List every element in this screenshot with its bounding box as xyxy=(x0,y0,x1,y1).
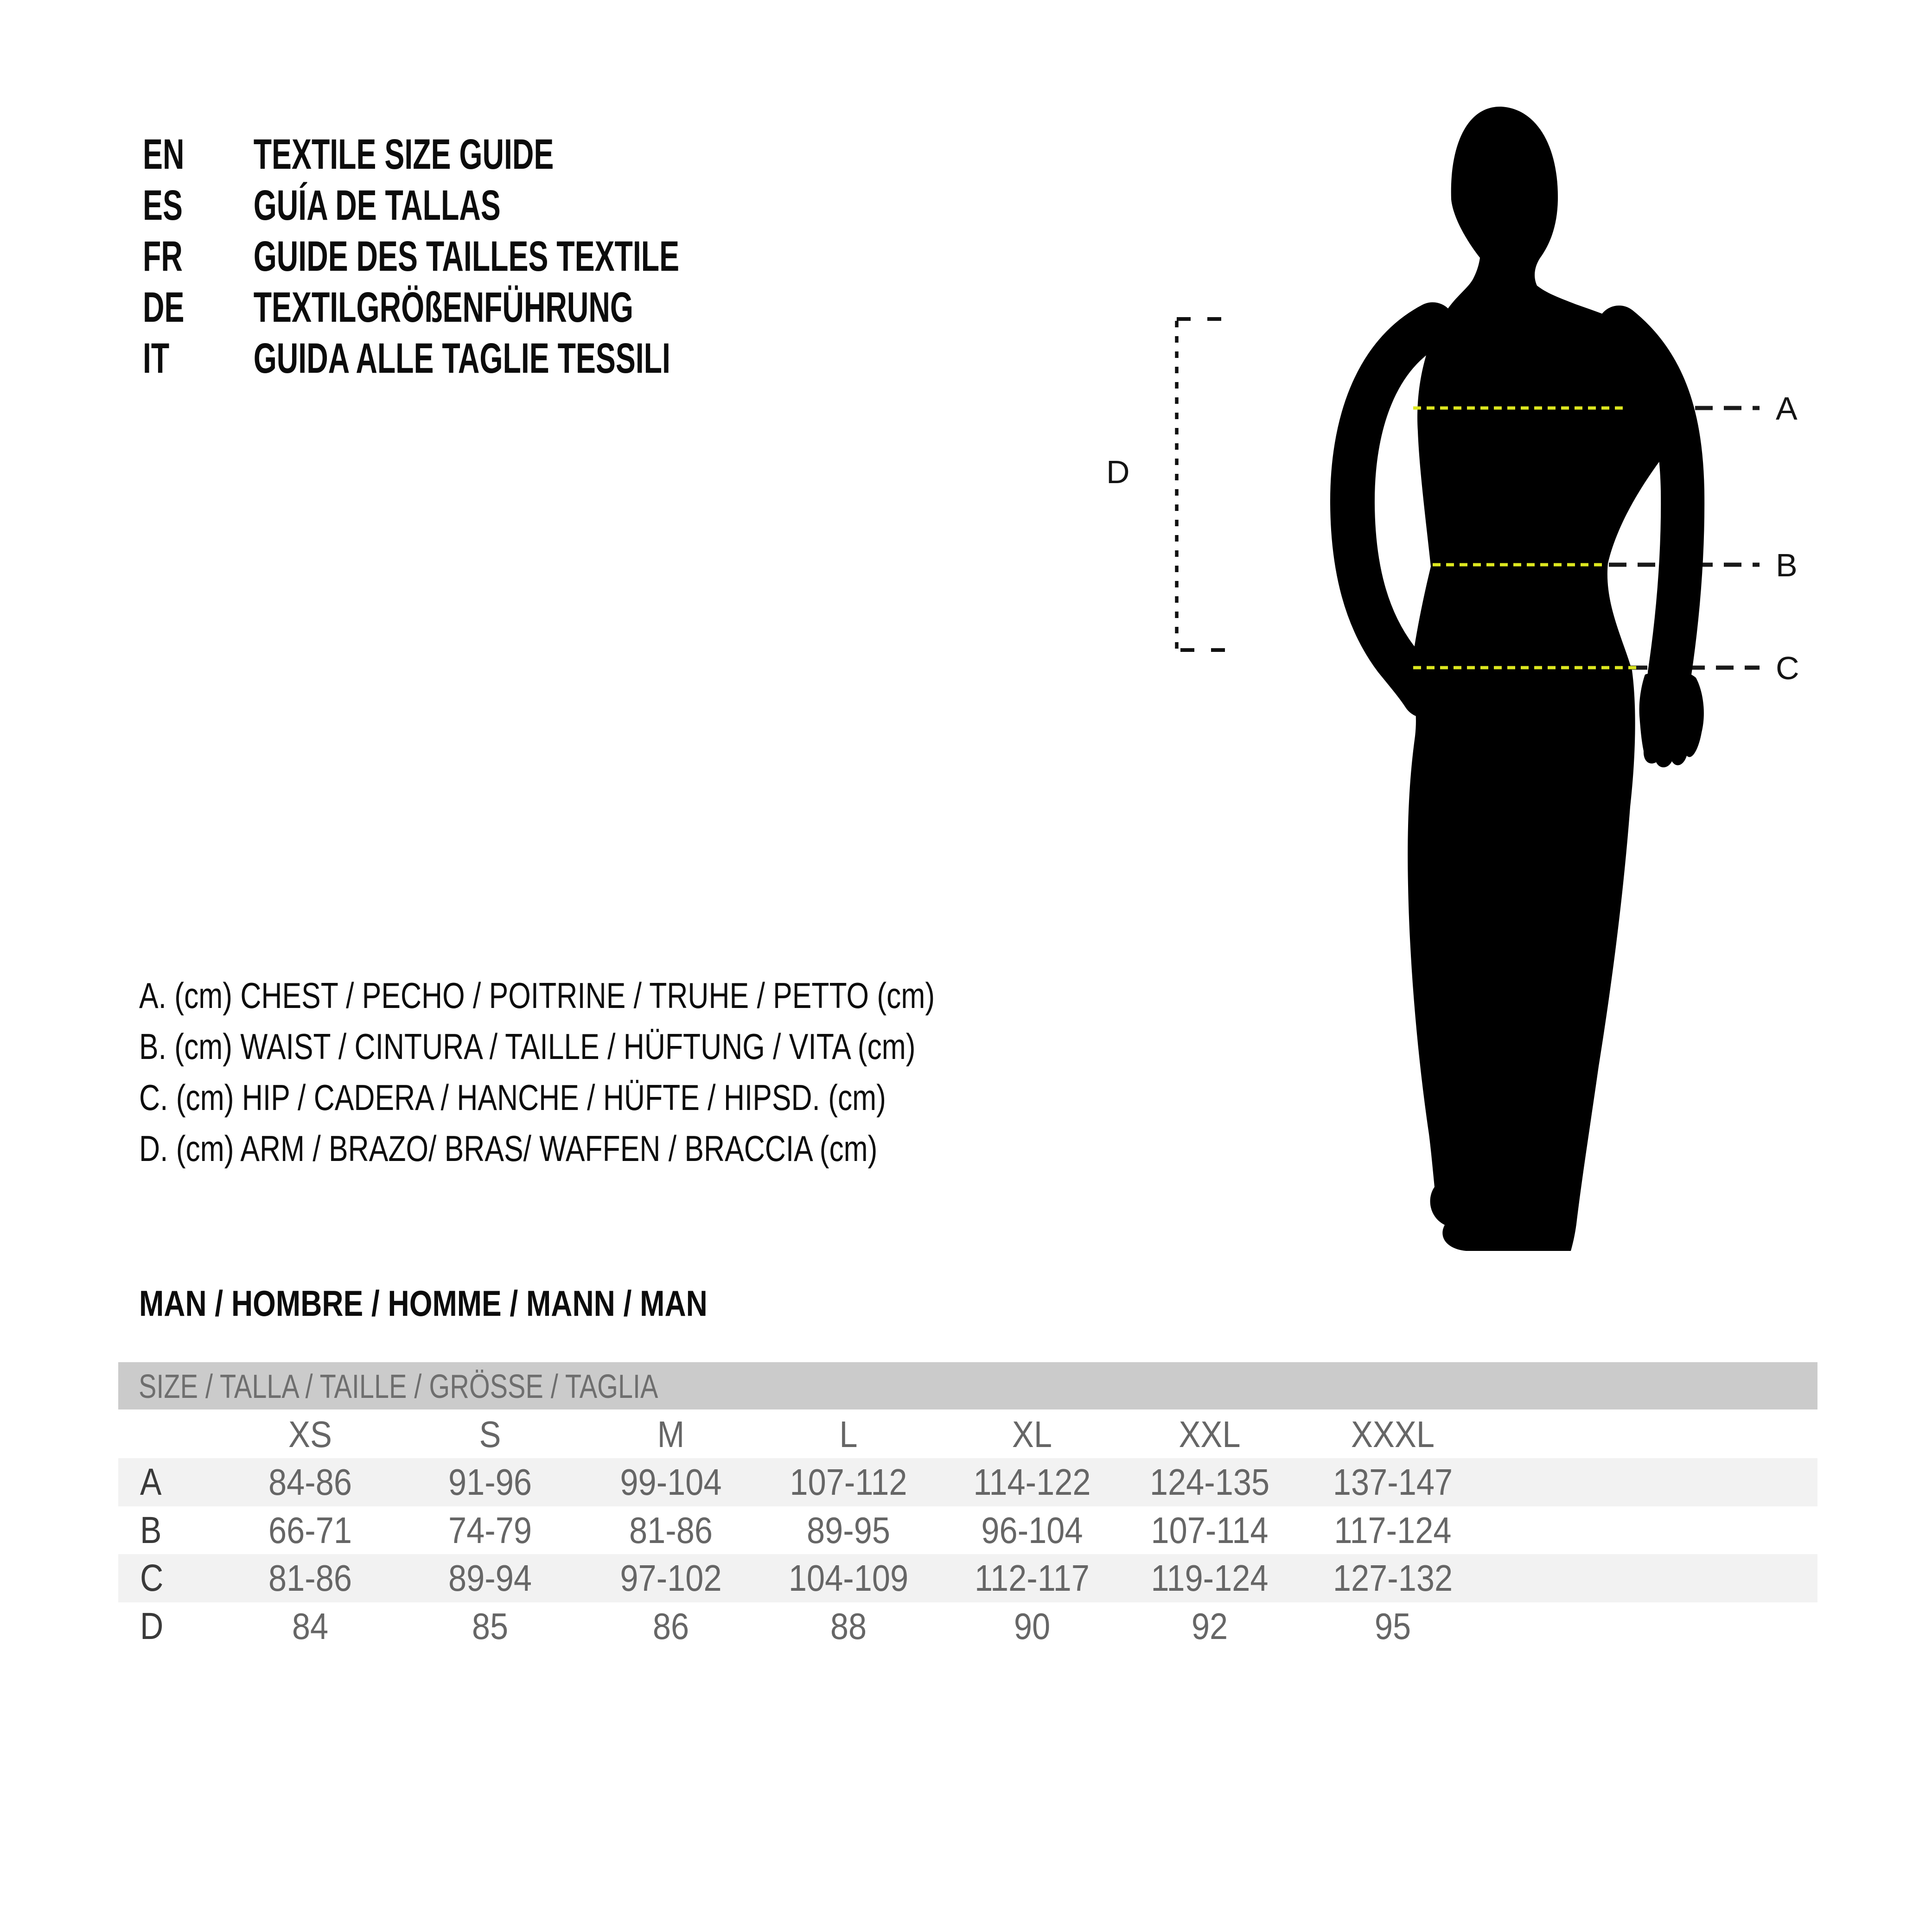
language-code: IT xyxy=(143,335,170,382)
silhouette-right-hand xyxy=(1639,670,1704,767)
language-title-list xyxy=(143,129,909,384)
table-cell: 95 xyxy=(1374,1606,1411,1647)
row-label: C xyxy=(140,1557,164,1599)
guide-title: GUIDA ALLE TAGLIE TESSILI xyxy=(253,335,670,382)
waist-label: B xyxy=(1776,547,1798,583)
table-cell: 89-94 xyxy=(448,1557,532,1599)
table-cell: 107-114 xyxy=(1151,1510,1269,1551)
table-cell: 124-135 xyxy=(1149,1461,1270,1503)
table-cell: 66-71 xyxy=(268,1510,352,1551)
table-cell: 96-104 xyxy=(981,1510,1083,1551)
table-cell: 88 xyxy=(830,1606,867,1647)
table-cell: 127-132 xyxy=(1333,1557,1453,1599)
size-col-m: M xyxy=(657,1414,685,1455)
language-code: DE xyxy=(143,284,185,331)
table-cell: 117-124 xyxy=(1334,1510,1452,1551)
table-cell: 119-124 xyxy=(1151,1557,1269,1599)
hip-label: C xyxy=(1776,650,1799,686)
arm-label: D xyxy=(1106,454,1130,490)
language-code: EN xyxy=(143,131,185,178)
row-label: A xyxy=(140,1461,162,1503)
table-cell: 114-122 xyxy=(973,1461,1091,1503)
legend-line-hip: C. (cm) HIP / CADERA / HANCHE / HÜFTE / HIPSD. (cm) xyxy=(139,1077,886,1118)
guide-title: TEXTILE SIZE GUIDE xyxy=(253,131,554,178)
language-row xyxy=(143,180,679,231)
row-label: D xyxy=(140,1605,164,1647)
size-col-xxl: XXL xyxy=(1179,1414,1241,1455)
legend-line-chest: A. (cm) CHEST / PECHO / POITRINE / TRUHE / PETTO (cm) xyxy=(139,975,935,1016)
table-cell: 97-102 xyxy=(620,1557,722,1599)
table-cell: 91-96 xyxy=(448,1461,532,1503)
table-cell: 99-104 xyxy=(620,1461,722,1503)
table-cell: 84-86 xyxy=(268,1461,352,1503)
table-header-title: SIZE / TALLA / TAILLE / GRÖSSE / TAGLIA xyxy=(139,1368,658,1405)
measurement-figure xyxy=(1066,83,1855,1280)
table-cell: 104-109 xyxy=(788,1557,909,1599)
table-row-hip xyxy=(118,1554,1817,1602)
guide-title: GUÍA DE TALLAS xyxy=(253,182,501,229)
table-cell: 137-147 xyxy=(1333,1461,1453,1503)
legend-line-waist: B. (cm) WAIST / CINTURA / TAILLE / HÜFTUNG / VITA (cm) xyxy=(139,1026,916,1067)
table-cell: 112-117 xyxy=(975,1557,1090,1599)
table-cell: 92 xyxy=(1191,1606,1228,1647)
guide-title: GUIDE DES TAILLES TEXTILE xyxy=(253,233,680,280)
table-cell: 86 xyxy=(652,1606,689,1647)
table-row-chest xyxy=(118,1458,1817,1506)
table-row-arm xyxy=(118,1602,1817,1651)
measurement-legend xyxy=(139,970,1134,1174)
table-row-waist xyxy=(118,1506,1817,1555)
language-row xyxy=(143,129,679,180)
table-cell: 89-95 xyxy=(806,1510,891,1551)
table-cell: 81-86 xyxy=(629,1510,713,1551)
section-title: MAN / HOMBRE / HOMME / MANN / MAN xyxy=(139,1283,708,1324)
language-code: FR xyxy=(143,233,183,280)
size-header-row xyxy=(118,1410,1817,1459)
guide-title: TEXTILGRÖßENFÜHRUNG xyxy=(253,284,633,331)
row-label: B xyxy=(140,1509,162,1551)
size-col-xl: XL xyxy=(1012,1414,1052,1455)
table-cell: 107-112 xyxy=(790,1461,907,1503)
size-col-l: L xyxy=(839,1414,858,1455)
chest-label: A xyxy=(1776,390,1798,427)
table-header-bar xyxy=(118,1362,1817,1409)
table-cell: 84 xyxy=(292,1606,329,1647)
man-silhouette xyxy=(1352,107,1704,1251)
size-col-xxxl: XXXL xyxy=(1351,1414,1435,1455)
language-row xyxy=(143,231,679,282)
language-row xyxy=(143,333,679,384)
size-col-s: S xyxy=(479,1414,501,1455)
language-row xyxy=(143,282,679,333)
table-cell: 90 xyxy=(1014,1606,1051,1647)
language-code: ES xyxy=(143,182,183,229)
size-col-xs: XS xyxy=(288,1414,332,1455)
table-cell: 85 xyxy=(472,1606,509,1647)
table-cell: 74-79 xyxy=(448,1510,532,1551)
table-cell: 81-86 xyxy=(268,1557,352,1599)
legend-line-arm: D. (cm) ARM / BRAZO/ BRAS/ WAFFEN / BRACCIA (cm) xyxy=(139,1128,878,1169)
